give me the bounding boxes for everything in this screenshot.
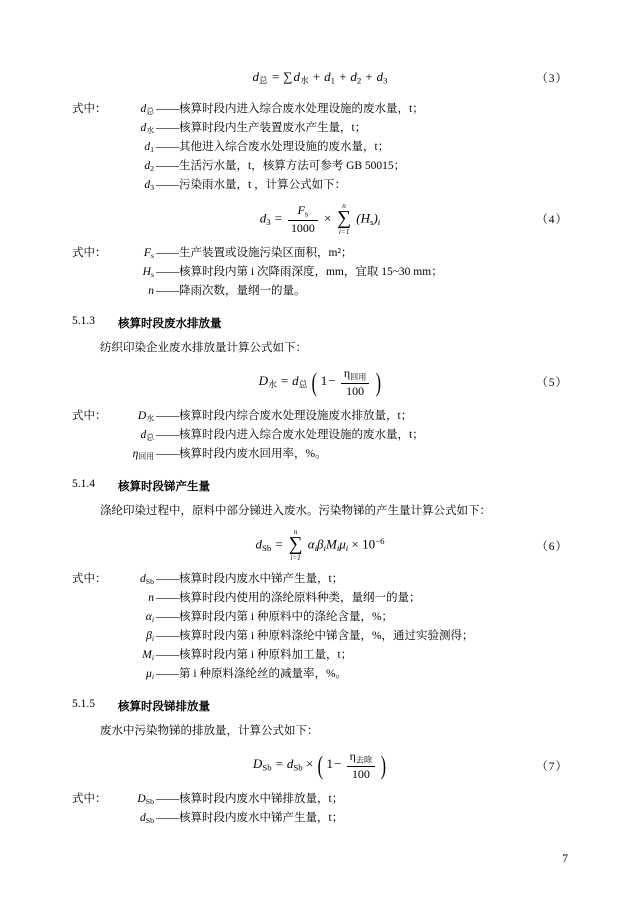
definition-row: [72, 138, 568, 157]
definition-row: [72, 790, 568, 809]
definition-lead-empty: [72, 589, 114, 608]
section-number: 5.1.3: [72, 314, 95, 327]
definition-symbol: αi: [145, 610, 154, 625]
fraction-fs-1000: $\frac{F_s}{1000}$: [288, 203, 318, 235]
definition-symbol: $d_水$: [140, 122, 154, 136]
page-content: [72, 64, 568, 828]
definition-row: [72, 407, 568, 426]
definition-symbol: n: [148, 591, 154, 604]
definition-symbol: βi: [146, 629, 154, 644]
formula-3-row: [72, 64, 568, 92]
definitions-formula-5: [72, 407, 568, 464]
definition-desc: ——核算时段内进入综合废水处理设施的废水量，t；: [156, 428, 424, 441]
definition-desc: ——第 i 种原料涤纶丝的减量率，%。: [156, 667, 348, 680]
definitions-formula-3: [72, 100, 568, 195]
section-title: 核算时段锑排放量: [118, 700, 210, 713]
definition-desc: ——其他进入综合废水处理设施的废水量，t；: [156, 141, 390, 153]
definition-desc: ——核算时段内第 i 次降雨深度，mm，宜取 15~30 mm；: [156, 265, 443, 278]
definition-symbol: $d_总$: [140, 103, 154, 117]
definition-desc: ——核算时段内废水中锑产生量，t；: [156, 572, 344, 585]
definition-lead-empty: [72, 646, 114, 665]
definition-row: [72, 646, 568, 665]
definition-desc: ——核算时段内综合废水处理设施废水排放量，t；: [156, 409, 413, 422]
definition-row: [72, 426, 568, 445]
definition-row: [72, 263, 568, 282]
definition-symbol: $d_{Sb}$: [139, 572, 154, 587]
section-number: 5.1.4: [72, 477, 95, 490]
formula-3: $d_总$ = ∑ $d_水 + d_1 + d_2 + d_3$: [252, 69, 388, 86]
definition-symbol: $d_2$: [144, 160, 154, 174]
definition-row: [72, 119, 568, 138]
definition-lead-empty: [72, 426, 114, 445]
definition-symbol: $H_s$: [142, 265, 154, 280]
summation-operator: n ∑ i=1: [337, 202, 352, 236]
definition-symbol: n: [148, 284, 154, 297]
formula-4-number: （4）: [536, 214, 568, 227]
definition-desc: ——核算时段内使用的涤纶原料种类，量纲一的量；: [156, 591, 421, 604]
formula-5: $D_水 = d_总$ ( 1 − $\frac{\eta_{回用}}{100}$ ): [258, 366, 381, 398]
definition-row: [72, 445, 568, 464]
definition-row: [72, 608, 568, 627]
definition-desc: ——核算时段内废水中锑产生量，t；: [156, 811, 344, 824]
definition-row: [72, 100, 568, 119]
definition-lead-empty: [72, 138, 114, 157]
definition-symbol: $D_水$: [137, 409, 154, 423]
definition-symbol: $d_3$: [144, 179, 154, 193]
definition-lead-empty: [72, 157, 114, 176]
definition-desc: ——降雨次数，量纲一的量。: [156, 284, 306, 297]
definition-row: [72, 809, 568, 828]
definition-lead: 式中：: [72, 409, 107, 422]
definition-desc: ——生产装置或设施污染区面积，m²；: [156, 246, 353, 259]
section-513-body: 纺织印染企业废水排放量计算公式如下：: [100, 341, 307, 354]
definition-desc: ——核算时段内进入综合废水处理设施的废水量，t；: [156, 103, 424, 115]
formula-4: $d_3$ = $\frac{F_s}{1000}$ × n ∑ i=1 $(H_s)i$: [259, 202, 381, 236]
definition-lead: 式中：: [72, 246, 107, 259]
definition-lead: 式中：: [72, 572, 107, 585]
right-paren: ): [381, 750, 387, 780]
definition-lead: 式中：: [72, 792, 107, 805]
definition-desc: ——核算时段内第 i 种原料加工量，t；: [156, 648, 353, 661]
formula-3-number: （3）: [536, 73, 568, 85]
definition-lead-empty: [72, 445, 114, 464]
summation-operator: n ∑ i=1: [288, 528, 303, 562]
definition-lead-empty: [72, 119, 114, 138]
definition-symbol: $D_{Sb}$: [137, 792, 154, 806]
definition-lead-empty: [72, 282, 114, 301]
definition-desc: ——核算时段内生产装置废水产生量，t；: [156, 122, 367, 134]
definitions-formula-6: [72, 570, 568, 684]
definition-lead-empty: [72, 809, 114, 828]
section-title: 核算时段锑产生量: [118, 480, 210, 493]
definition-symbol: μi: [146, 667, 154, 682]
section-heading-514: [72, 478, 568, 494]
definition-lead-empty: [72, 627, 114, 646]
definition-desc: ——污染雨水量，t ，计算公式如下：: [156, 179, 347, 191]
definition-symbol: $d_1$: [144, 141, 154, 155]
section-heading-513: [72, 315, 568, 331]
fraction-eta-100: $\frac{\eta_{回用}}{100}$: [341, 366, 370, 398]
definition-symbol: $d_{Sb}$: [139, 811, 154, 825]
right-paren: ): [375, 367, 381, 397]
definition-desc: ——核算时段内第 i 种原料中的涤纶含量，%；: [156, 610, 394, 623]
fraction-eta-100: $\frac{\eta_{去除}}{100}$: [347, 749, 376, 781]
definition-row: [72, 244, 568, 263]
definition-symbol: $F_s$: [143, 246, 154, 261]
definition-desc: ——核算时段内废水中锑排放量，t；: [156, 792, 344, 805]
definition-row: [72, 627, 568, 646]
definitions-formula-7: [72, 790, 568, 828]
definition-row: [72, 589, 568, 608]
formula-6-number: （6）: [536, 540, 568, 553]
left-paren: (: [317, 750, 323, 780]
definition-desc: ——生活污水量，t，核算方法可参考 GB 50015；: [156, 160, 406, 172]
formula-6-row: [72, 529, 568, 562]
formula-6: $d_{Sb}$ = n ∑ i=1 $\alpha i\beta iMi\mu i \times 10^{-6}$: [255, 528, 385, 562]
formula-7: $D_{Sb} = d_{Sb}$ × ( 1 − $\frac{\eta_{去除}}{100}$ ): [252, 749, 387, 781]
page-number: 7: [562, 853, 568, 865]
section-heading-515: [72, 698, 568, 714]
definition-lead-empty: [72, 608, 114, 627]
definition-row: [72, 157, 568, 176]
definition-lead: 式中：: [72, 103, 107, 115]
section-515-body: 废水中污染物锑的排放量，计算公式如下：: [100, 724, 319, 737]
formula-5-row: [72, 366, 568, 398]
definition-lead-empty: [72, 263, 114, 282]
definition-desc: ——核算时段内第 i 种原料涤纶中锑含量，%，通过实验测得；: [156, 629, 474, 642]
definition-symbol: Mi: [142, 648, 154, 663]
formula-7-number: （7）: [536, 760, 568, 773]
definition-lead-empty: [72, 665, 114, 684]
definition-lead-empty: [72, 176, 114, 195]
left-paren: (: [311, 367, 317, 397]
definition-symbol: $d_总$: [140, 428, 154, 442]
formula-4-row: [72, 203, 568, 236]
section-number: 5.1.5: [72, 697, 95, 710]
definitions-formula-4: [72, 244, 568, 301]
formula-5-number: （5）: [536, 377, 568, 390]
definition-row: [72, 176, 568, 195]
section-514-body: 涤纶印染过程中，原料中部分锑进入废水。污染物锑的产生量计算公式如下：: [100, 504, 491, 517]
definition-row: [72, 665, 568, 684]
definition-symbol: $\eta_{回用}$: [132, 447, 154, 461]
definition-row: [72, 282, 568, 301]
definition-row: [72, 570, 568, 589]
formula-7-row: [72, 749, 568, 781]
section-title: 核算时段废水排放量: [118, 317, 222, 330]
definition-desc: ——核算时段内废水回用率，%。: [156, 447, 327, 460]
